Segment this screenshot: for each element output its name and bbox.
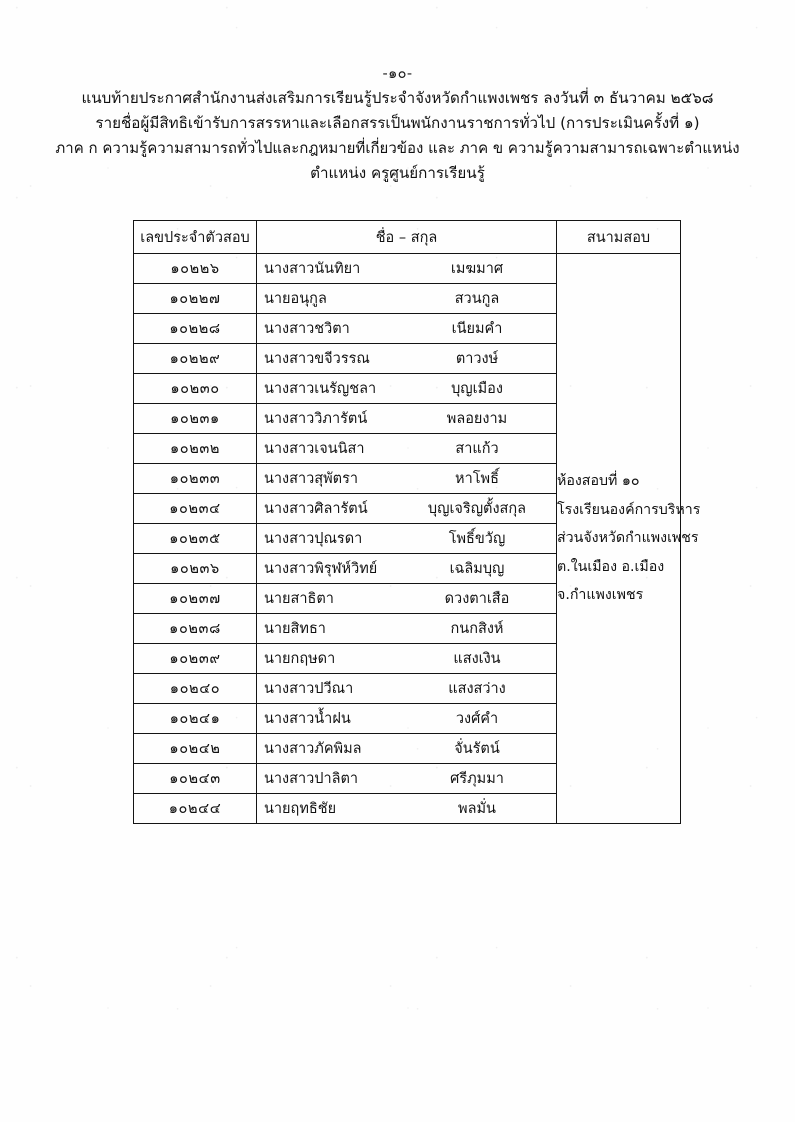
candidate-roster-table-wrapper (133, 220, 701, 824)
document-header (0, 86, 795, 186)
header-line-announcement: แนบท้ายประกาศสำนักงานส่งเสริมการเรียนรู้ประจำจังหวัดกำแพงเพชร ลงวันที่ ๓ ธันวาคม ๒๕๖๘ (81, 89, 714, 107)
cell-full-name (257, 404, 557, 434)
name-row (257, 284, 556, 313)
surname: แสงเงิน (453, 651, 501, 667)
cell-full-name (257, 614, 557, 644)
surname: สาแก้ว (455, 441, 499, 457)
given-name: นางสาวขจีวรรณ (264, 351, 370, 367)
surname: เมฆมาศ (450, 261, 504, 277)
cell-full-name (257, 674, 557, 704)
name-row (257, 764, 556, 793)
surname: ดวงตาเสือ (444, 591, 510, 607)
surname: สวนกูล (454, 291, 500, 307)
surname: ศรีภุมมา (450, 771, 504, 787)
cell-full-name (257, 314, 557, 344)
cell-full-name (257, 434, 557, 464)
cell-full-name (257, 284, 557, 314)
given-name: นางสาวปุณรดา (264, 531, 363, 547)
given-name: นางสาวสุพัตรา (264, 471, 359, 487)
name-row (257, 554, 556, 583)
cell-exam-id: ๑๐๒๒๗ (134, 284, 257, 314)
name-row (257, 584, 556, 613)
name-row (257, 314, 556, 343)
given-name: นายสาธิตา (264, 591, 334, 607)
name-row (257, 734, 556, 763)
given-name: นายอนุกูล (264, 291, 327, 307)
header-line-position: ตำแหน่ง ครูศูนย์การเรียนรู้ (310, 164, 485, 182)
cell-full-name (257, 494, 557, 524)
surname: ตาวงษ์ (455, 351, 499, 367)
cell-exam-id: ๑๐๒๔๓ (134, 764, 257, 794)
name-row (257, 404, 556, 433)
surname: บุญเมือง (451, 381, 503, 397)
venue-line: จ.กำแพงเพชร (557, 587, 644, 604)
cell-exam-id: ๑๐๒๓๗ (134, 584, 257, 614)
given-name: นางสาวปาลิตา (264, 771, 359, 787)
cell-full-name (257, 584, 557, 614)
surname: หาโพธิ์ (455, 471, 499, 487)
venue-line: ส่วนจังหวัดกำแพงเพชร (557, 530, 699, 547)
cell-exam-id: ๑๐๒๔๒ (134, 734, 257, 764)
cell-exam-id: ๑๐๒๓๕ (134, 524, 257, 554)
name-row (257, 464, 556, 493)
name-row (257, 644, 556, 673)
cell-exam-id: ๑๐๒๓๓ (134, 464, 257, 494)
name-row (257, 524, 556, 553)
name-row (257, 434, 556, 463)
cell-exam-id: ๑๐๒๔๑ (134, 704, 257, 734)
table-header-row (134, 221, 681, 254)
header-line-sections: ภาค ก ความรู้ความสามารถทั่วไปและกฎหมายที่เกี่ยวข้อง และ ภาค ข ความรู้ความสามารถเฉพาะตำแหน่ง (55, 139, 740, 157)
cell-exam-id: ๑๐๒๔๔ (134, 794, 257, 824)
cell-exam-id: ๑๐๒๒๖ (134, 254, 257, 284)
column-header-exam-venue: สนามสอบ (557, 221, 681, 254)
table-header (134, 221, 681, 254)
given-name: นายสิทธา (264, 621, 326, 637)
page-number-marker: -๑๐- (382, 66, 413, 82)
surname: เฉลิมบุญ (449, 561, 505, 577)
venue-line: โรงเรียนองค์การบริหาร (557, 501, 701, 518)
cell-full-name (257, 374, 557, 404)
cell-exam-id: ๑๐๒๓๔ (134, 494, 257, 524)
given-name: นายฤทธิชัย (264, 801, 337, 817)
given-name: นางสาวภัคพิมล (264, 741, 362, 757)
cell-full-name (257, 464, 557, 494)
cell-full-name (257, 734, 557, 764)
column-header-full-name: ชื่อ – สกุล (257, 221, 557, 254)
given-name: นางสาวชวิตา (264, 321, 350, 337)
name-row (257, 704, 556, 733)
given-name: นางสาวน้ำฝน (264, 711, 351, 727)
surname: กนกสิงห์ (450, 621, 504, 637)
given-name: นางสาวเจนนิสา (264, 441, 365, 457)
cell-exam-id: ๑๐๒๓๙ (134, 644, 257, 674)
table-row (134, 254, 681, 284)
cell-full-name (257, 764, 557, 794)
venue-line: ต.ในเมือง อ.เมือง (557, 558, 665, 575)
given-name: นายกฤษดา (264, 651, 336, 667)
table-body (134, 254, 701, 824)
given-name: นางสาวปวีณา (264, 681, 354, 697)
cell-exam-id: ๑๐๒๒๘ (134, 314, 257, 344)
cell-exam-id: ๑๐๒๔๐ (134, 674, 257, 704)
surname: จั่นรัตน์ (454, 741, 500, 757)
given-name: นางสาวนันทิยา (264, 261, 361, 277)
header-line-subject: รายชื่อผู้มีสิทธิเข้ารับการสรรหาและเลือกสรรเป็นพนักงานราชการทั่วไป (การประเมินครั้งที่ ๑) (95, 114, 700, 132)
cell-exam-id: ๑๐๒๓๖ (134, 554, 257, 584)
cell-exam-id: ๑๐๒๓๐ (134, 374, 257, 404)
cell-exam-id: ๑๐๒๓๘ (134, 614, 257, 644)
surname: แสงสว่าง (448, 681, 506, 697)
given-name: นางสาววิภารัตน์ (264, 411, 368, 427)
name-row (257, 614, 556, 643)
name-row (257, 374, 556, 403)
surname: พลมั่น (458, 801, 496, 817)
name-row (257, 674, 556, 703)
candidate-roster-table (133, 220, 701, 824)
cell-full-name (257, 344, 557, 374)
cell-exam-id: ๑๐๒๓๒ (134, 434, 257, 464)
cell-exam-id: ๑๐๒๓๑ (134, 404, 257, 434)
given-name: นางสาวพิรุฬห์วิทย์ (264, 561, 378, 577)
column-header-exam-id: เลขประจำตัวสอบ (134, 221, 257, 254)
name-row (257, 794, 556, 823)
surname: วงศ์คำ (455, 711, 499, 727)
cell-full-name (257, 254, 557, 284)
cell-exam-venue (557, 254, 701, 824)
surname: บุญเจริญตั้งสกุล (427, 501, 527, 517)
cell-full-name (257, 644, 557, 674)
surname: โพธิ์ขวัญ (448, 531, 506, 547)
surname: พลอยงาม (446, 411, 508, 427)
name-row (257, 344, 556, 373)
name-row (257, 494, 556, 523)
given-name: นางสาวเนรัญชลา (264, 381, 377, 397)
given-name: นางสาวศิลารัตน์ (264, 501, 368, 517)
surname: เนียมคำ (451, 321, 503, 337)
cell-exam-id: ๑๐๒๒๙ (134, 344, 257, 374)
cell-full-name (257, 794, 557, 824)
cell-full-name (257, 704, 557, 734)
venue-line: ห้องสอบที่ ๑๐ (557, 473, 640, 490)
name-row (257, 254, 556, 283)
cell-full-name (257, 524, 557, 554)
cell-full-name (257, 554, 557, 584)
